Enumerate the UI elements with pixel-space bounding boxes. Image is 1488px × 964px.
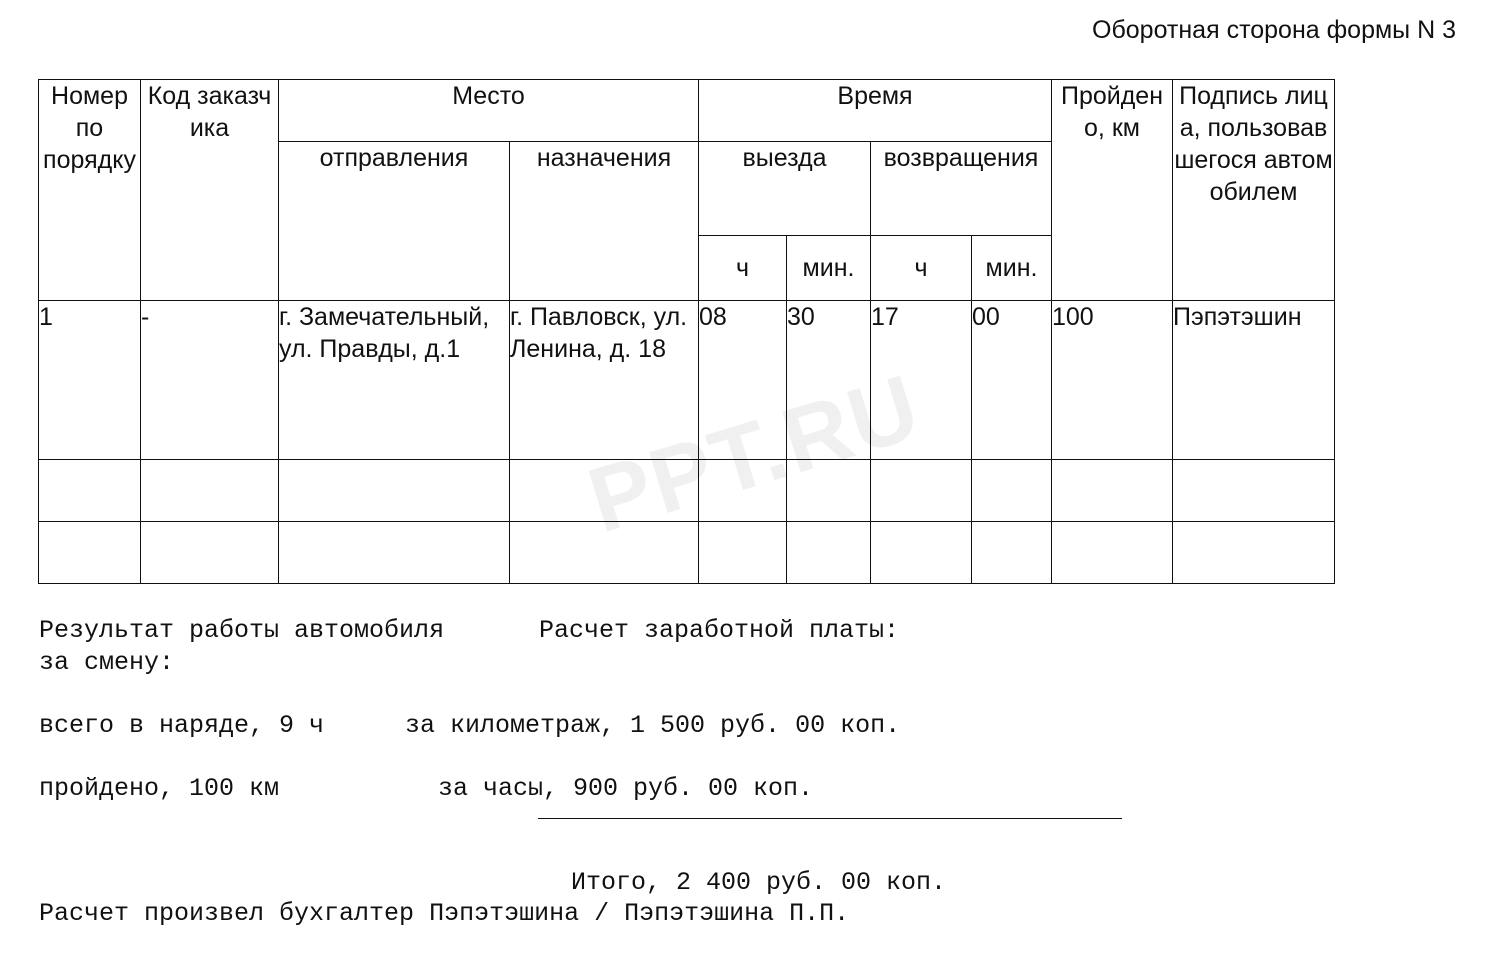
header-signature: Подпись лица, пользовавшегося автомобилем	[1173, 80, 1335, 301]
header-return: возвращения	[871, 142, 1052, 236]
empty-cell	[972, 460, 1052, 522]
distance-line: пройдено, 100 км	[39, 774, 280, 803]
empty-cell	[141, 460, 279, 522]
empty-cell	[1173, 460, 1335, 522]
cell-dep-hours: 08	[699, 301, 787, 460]
cell-number: 1	[39, 301, 141, 460]
empty-cell	[1052, 522, 1173, 584]
empty-cell	[39, 522, 141, 584]
empty-cell	[141, 522, 279, 584]
empty-cell	[699, 460, 787, 522]
table-row-empty	[39, 522, 1335, 584]
table-row	[39, 301, 1335, 460]
header-dep-minutes: мин.	[787, 236, 871, 301]
header-distance: Пройдено, км	[1052, 80, 1173, 301]
total-line: Итого, 2 400 руб. 00 коп.	[571, 868, 947, 897]
cell-dep-minutes: 30	[787, 301, 871, 460]
empty-cell	[871, 522, 972, 584]
hours-line: всего в наряде, 9 ч	[39, 711, 325, 740]
result-title-line2: за смену:	[39, 648, 175, 677]
header-place: Место	[279, 80, 699, 142]
empty-cell	[787, 460, 871, 522]
header-dep-hours: ч	[699, 236, 787, 301]
empty-cell	[787, 522, 871, 584]
header-time: Время	[699, 80, 1052, 142]
empty-cell	[699, 522, 787, 584]
empty-cell	[279, 522, 510, 584]
empty-cell	[1173, 522, 1335, 584]
empty-cell	[871, 460, 972, 522]
empty-cell	[972, 522, 1052, 584]
result-title: Результат работы автомобиля	[39, 616, 445, 645]
empty-cell	[1052, 460, 1173, 522]
cell-place-from: г. Замечательный, ул. Правды, д.1	[279, 301, 510, 460]
trip-table	[38, 79, 1335, 584]
cell-ret-hours: 17	[871, 301, 972, 460]
cell-ret-minutes: 00	[972, 301, 1052, 460]
empty-cell	[279, 460, 510, 522]
header-place-from: отправления	[279, 142, 510, 301]
empty-cell	[510, 522, 699, 584]
header-ret-minutes: мин.	[972, 236, 1052, 301]
header-ret-hours: ч	[871, 236, 972, 301]
empty-cell	[39, 460, 141, 522]
table-row-empty	[39, 460, 1335, 522]
header-place-to: назначения	[510, 142, 699, 301]
cell-distance: 100	[1052, 301, 1173, 460]
watermark: PPT.RU	[577, 355, 932, 553]
cell-place-to: г. Павловск, ул. Ленина, д. 18	[510, 301, 699, 460]
header-departure: выезда	[699, 142, 871, 236]
cell-signature: Пэпэтэшин	[1173, 301, 1335, 460]
form-title: Оборотная сторона формы N 3	[1092, 16, 1456, 44]
empty-cell	[510, 460, 699, 522]
cell-customer-code: -	[141, 301, 279, 460]
accountant-line: Расчет произвел бухгалтер Пэпэтэшина / Пэпэтэшина П.П.	[39, 899, 850, 928]
hours-pay-line: за часы, 900 руб. 00 коп.	[438, 774, 814, 803]
header-number: Номер по порядку	[39, 80, 141, 301]
km-pay-line: за километраж, 1 500 руб. 00 коп.	[405, 711, 901, 740]
salary-title: Расчет заработной платы:	[539, 616, 900, 645]
total-divider	[538, 818, 1122, 819]
header-customer-code: Код заказчика	[141, 80, 279, 301]
